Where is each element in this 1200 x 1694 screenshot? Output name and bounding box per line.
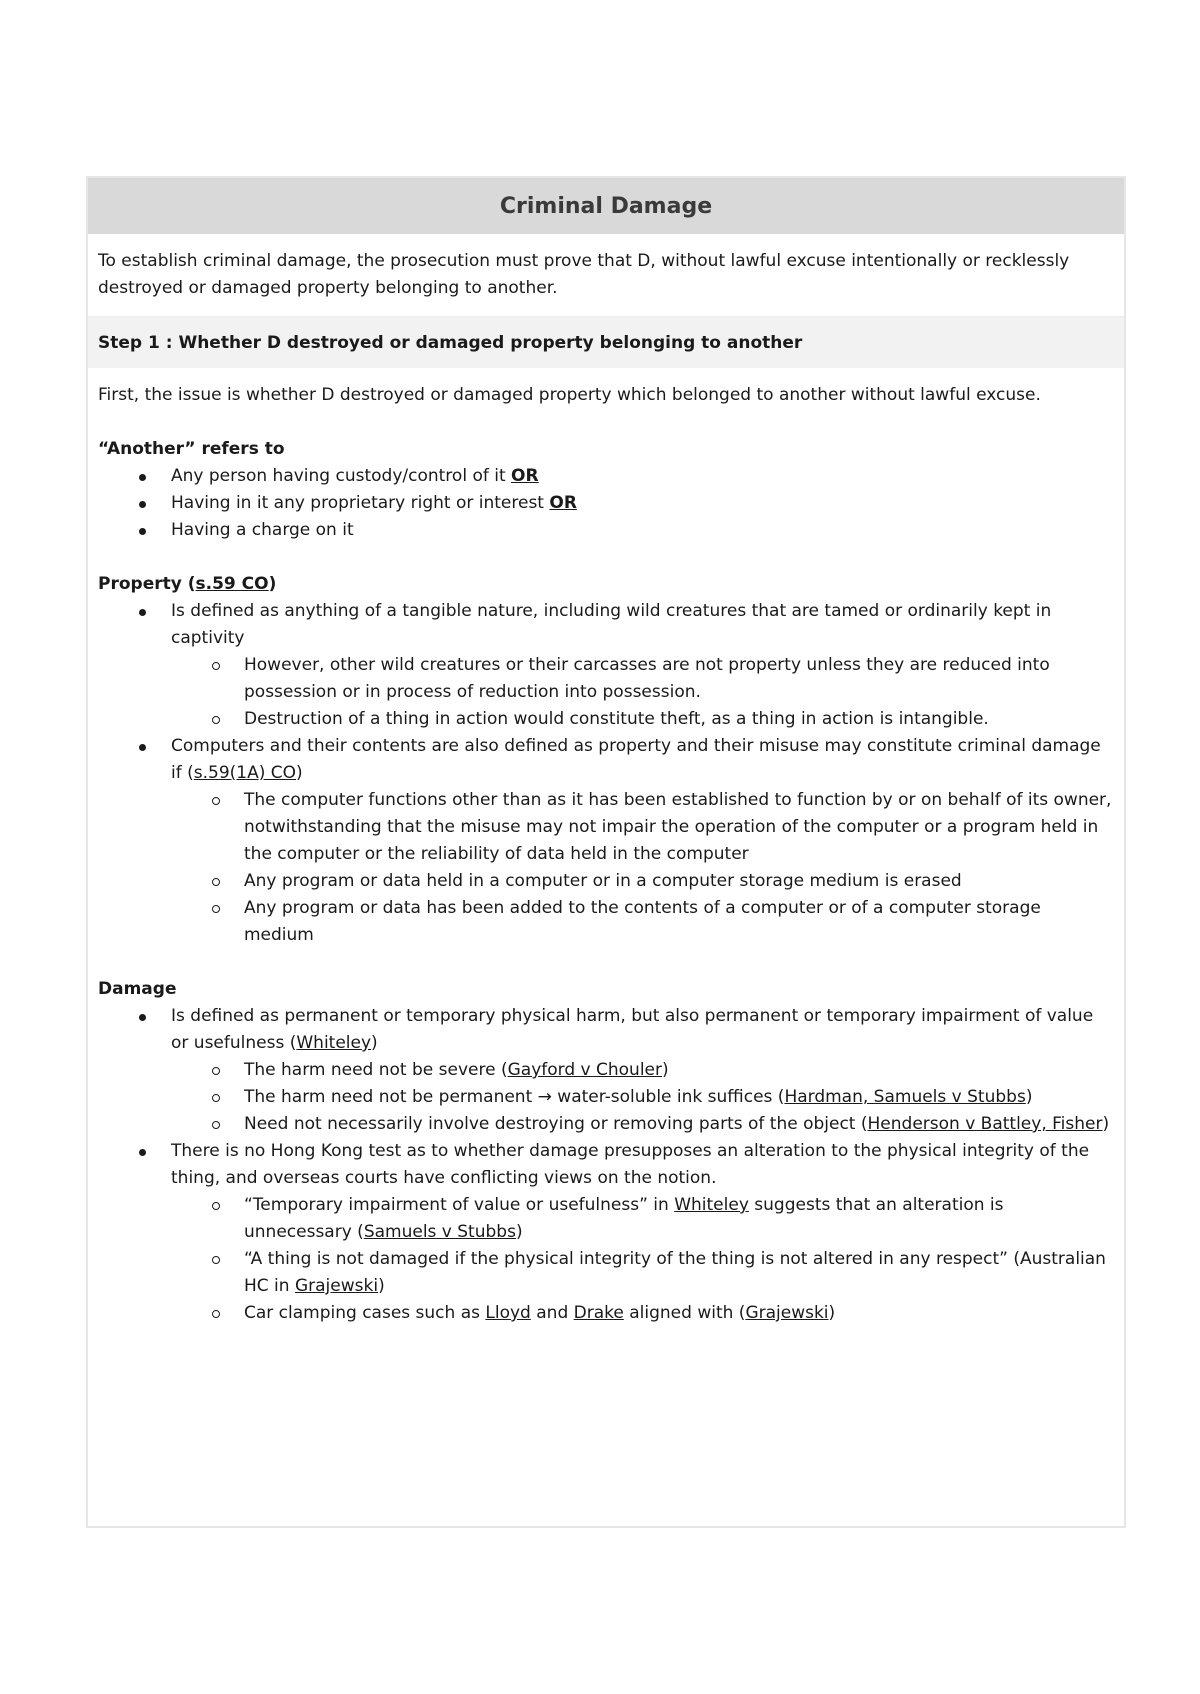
damage-heading: Damage bbox=[98, 979, 177, 999]
list-item: Any program or data held in a computer or in a computer storage medium is erased bbox=[98, 868, 1114, 895]
list-item: There is no Hong Kong test as to whether damage presupposes an alteration to the physical integrity of the thing, and overseas courts have conflicting views on the notion. “Temporary impairment of value or usefulness” in Whiteley suggests that an alteration is unnecessary (Samuels v Stubbs) “A thing is not damaged if the physical integrity of the thing is not altered in any respect” (Australian HC in Grajewski) Car clamping cases such as Lloyd and Drake aligned with (Grajewski) bbox=[98, 1138, 1114, 1327]
list-item: Any program or data has been added to the contents of a computer or of a computer storage medium bbox=[98, 895, 1114, 949]
list-item: Is defined as permanent or temporary physical harm, but also permanent or temporary impairment of value or usefulness (Whiteley) The harm need not be severe (Gayford v Chouler) The harm need not be permanent → water-soluble ink suffices (Hardman, Samuels v Stubbs) Need not necessarily involve destroying or removing parts of the object (Henderson v Battley, Fisher) bbox=[98, 1003, 1114, 1138]
list-item: However, other wild creatures or their carcasses are not property unless they are reduced into possession or in process of reduction into possession. bbox=[98, 652, 1114, 706]
intro-paragraph: To establish criminal damage, the prosecution must prove that D, without lawful excuse intentionally or recklessly destroyed or damaged property belonging to another. bbox=[88, 234, 1124, 318]
list-item: The harm need not be permanent → water-soluble ink suffices (Hardman, Samuels v Stubbs) bbox=[98, 1084, 1114, 1111]
list-item: “A thing is not damaged if the physical integrity of the thing is not altered in any respect” (Australian HC in Grajewski) bbox=[98, 1246, 1114, 1300]
property-heading: Property (s.59 CO) bbox=[98, 574, 277, 594]
list-item: Car clamping cases such as Lloyd and Drake aligned with (Grajewski) bbox=[98, 1300, 1114, 1327]
list-item: Need not necessarily involve destroying or removing parts of the object (Henderson v Battley, Fisher) bbox=[98, 1111, 1114, 1138]
another-list bbox=[98, 463, 1114, 544]
step-1-heading: Step 1 : Whether D destroyed or damaged property belonging to another bbox=[88, 318, 1124, 368]
document-title: Criminal Damage bbox=[88, 178, 1124, 234]
list-item: “Temporary impairment of value or usefulness” in Whiteley suggests that an alteration is unnecessary (Samuels v Stubbs) bbox=[98, 1192, 1114, 1246]
first-paragraph: First, the issue is whether D destroyed or damaged property which belonged to another without lawful excuse. bbox=[98, 385, 1041, 405]
document-box bbox=[86, 176, 1126, 1528]
damage-list bbox=[98, 1003, 1114, 1327]
list-item: The harm need not be severe (Gayford v Chouler) bbox=[98, 1057, 1114, 1084]
another-heading: “Another” refers to bbox=[98, 439, 285, 459]
list-item: Destruction of a thing in action would constitute theft, as a thing in action is intangible. bbox=[98, 706, 1114, 733]
document-body bbox=[88, 368, 1124, 1327]
list-item: Having in it any proprietary right or interest OR bbox=[98, 490, 1114, 517]
property-list bbox=[98, 598, 1114, 949]
list-item: Any person having custody/control of it OR bbox=[98, 463, 1114, 490]
list-item: The computer functions other than as it has been established to function by or on behalf of its owner, notwithstanding that the misuse may not impair the operation of the computer or a program held in the computer or the reliability of data held in the computer bbox=[98, 787, 1114, 868]
list-item: Having a charge on it bbox=[98, 517, 1114, 544]
list-item: Is defined as anything of a tangible nature, including wild creatures that are tamed or ordinarily kept in captivity However, other wild creatures or their carcasses are not property unless they are reduced into possession or in process of reduction into possession. Destruction of a thing in action would constitute theft, as a thing in action is intangible. bbox=[98, 598, 1114, 733]
list-item: Computers and their contents are also defined as property and their misuse may constitute criminal damage if (s.59(1A) CO) The computer functions other than as it has been established to function by or on behalf of its owner, notwithstanding that the misuse may not impair the operation of the computer or a program held in the computer or the reliability of data held in the computer Any program or data held in a computer or in a computer storage medium is erased Any program or data has been added to the contents of a computer or of a computer storage medium bbox=[98, 733, 1114, 949]
